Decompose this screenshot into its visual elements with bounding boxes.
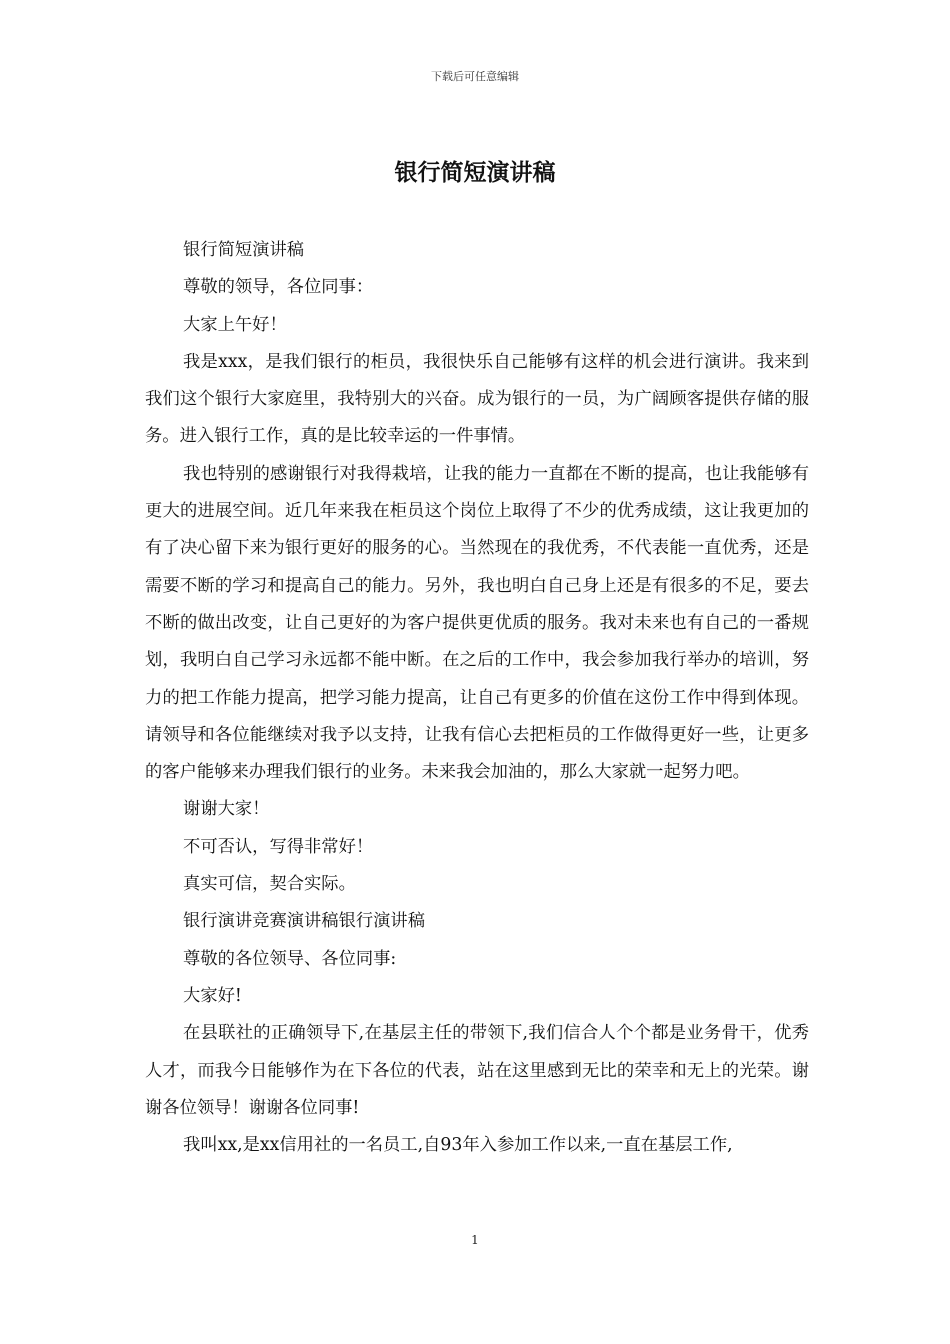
paragraph-comment-1: 不可否认，写得非常好！ [183, 836, 374, 857]
document-title: 银行简短演讲稿 [394, 159, 556, 186]
paragraph-intro: 我是xxx，是我们银行的柜员，我很快乐自己能够有这样的机会进行演讲。我来到我们这个银行大家庭里，我特别大的兴奋。成为银行的一员，为广阔顾客提供存储的服务。进入银行工作，真的是比较幸运的一件事情。 [145, 351, 809, 447]
paragraph-salutation: 尊敬的领导，各位同事： [183, 277, 374, 298]
paragraph-second-body: 我叫xx,是xx信用社的一名员工,自93年入参加工作以来,一直在基层工作, [183, 1135, 733, 1156]
paragraph-second-greeting: 大家好! [183, 985, 242, 1006]
paragraph-main: 我也特别的感谢银行对我得栽培，让我的能力一直都在不断的提高，也让我能够有更大的进展空间。近几年来我在柜员这个岗位上取得了不少的优秀成绩，这让我更加的有了决心留下来为银行更好的服务的心。当然现在的我优秀，不代表能一直优秀，还是需要不断的学习和提高自己的能力。另外，我也明白自己身上还是有很多的不足，要去不断的做出改变，让自己更好的为客户提供更优质的服务。我对未来也有自己的一番规划，我明白自己学习永远都不能中断。在之后的工作中，我会参加我行举办的培训，努力的把工作能力提高，把学习能力提高，让自己有更多的价值在这份工作中得到体现。请领导和各位能继续对我予以支持，让我有信心去把柜员的工作做得更好一些，让更多的客户能够来办理我们银行的业务。未来我会加油的，那么大家就一起努力吧。 [145, 463, 809, 783]
paragraph-second-title: 银行演讲竞赛演讲稿银行演讲稿 [183, 911, 425, 932]
paragraph-comment-2: 真实可信，契合实际。 [183, 874, 356, 895]
paragraph-second-intro: 在县联社的正确领导下,在基层主任的带领下,我们信合人个个都是业务骨干，优秀人才，而我今日能够作为在下各位的代表，站在这里感到无比的荣幸和无上的光荣。谢谢各位领导！谢谢各位同事! [145, 1023, 809, 1118]
page-number: 1 [471, 1233, 479, 1247]
paragraph-thanks: 谢谢大家！ [183, 799, 270, 820]
header-note: 下载后可任意编辑 [431, 70, 519, 83]
paragraph-second-salutation: 尊敬的各位领导、各位同事: [183, 948, 397, 969]
paragraph-greeting: 大家上午好！ [183, 314, 287, 335]
document-body [145, 232, 809, 1164]
paragraph-subtitle: 银行简短演讲稿 [183, 240, 305, 260]
